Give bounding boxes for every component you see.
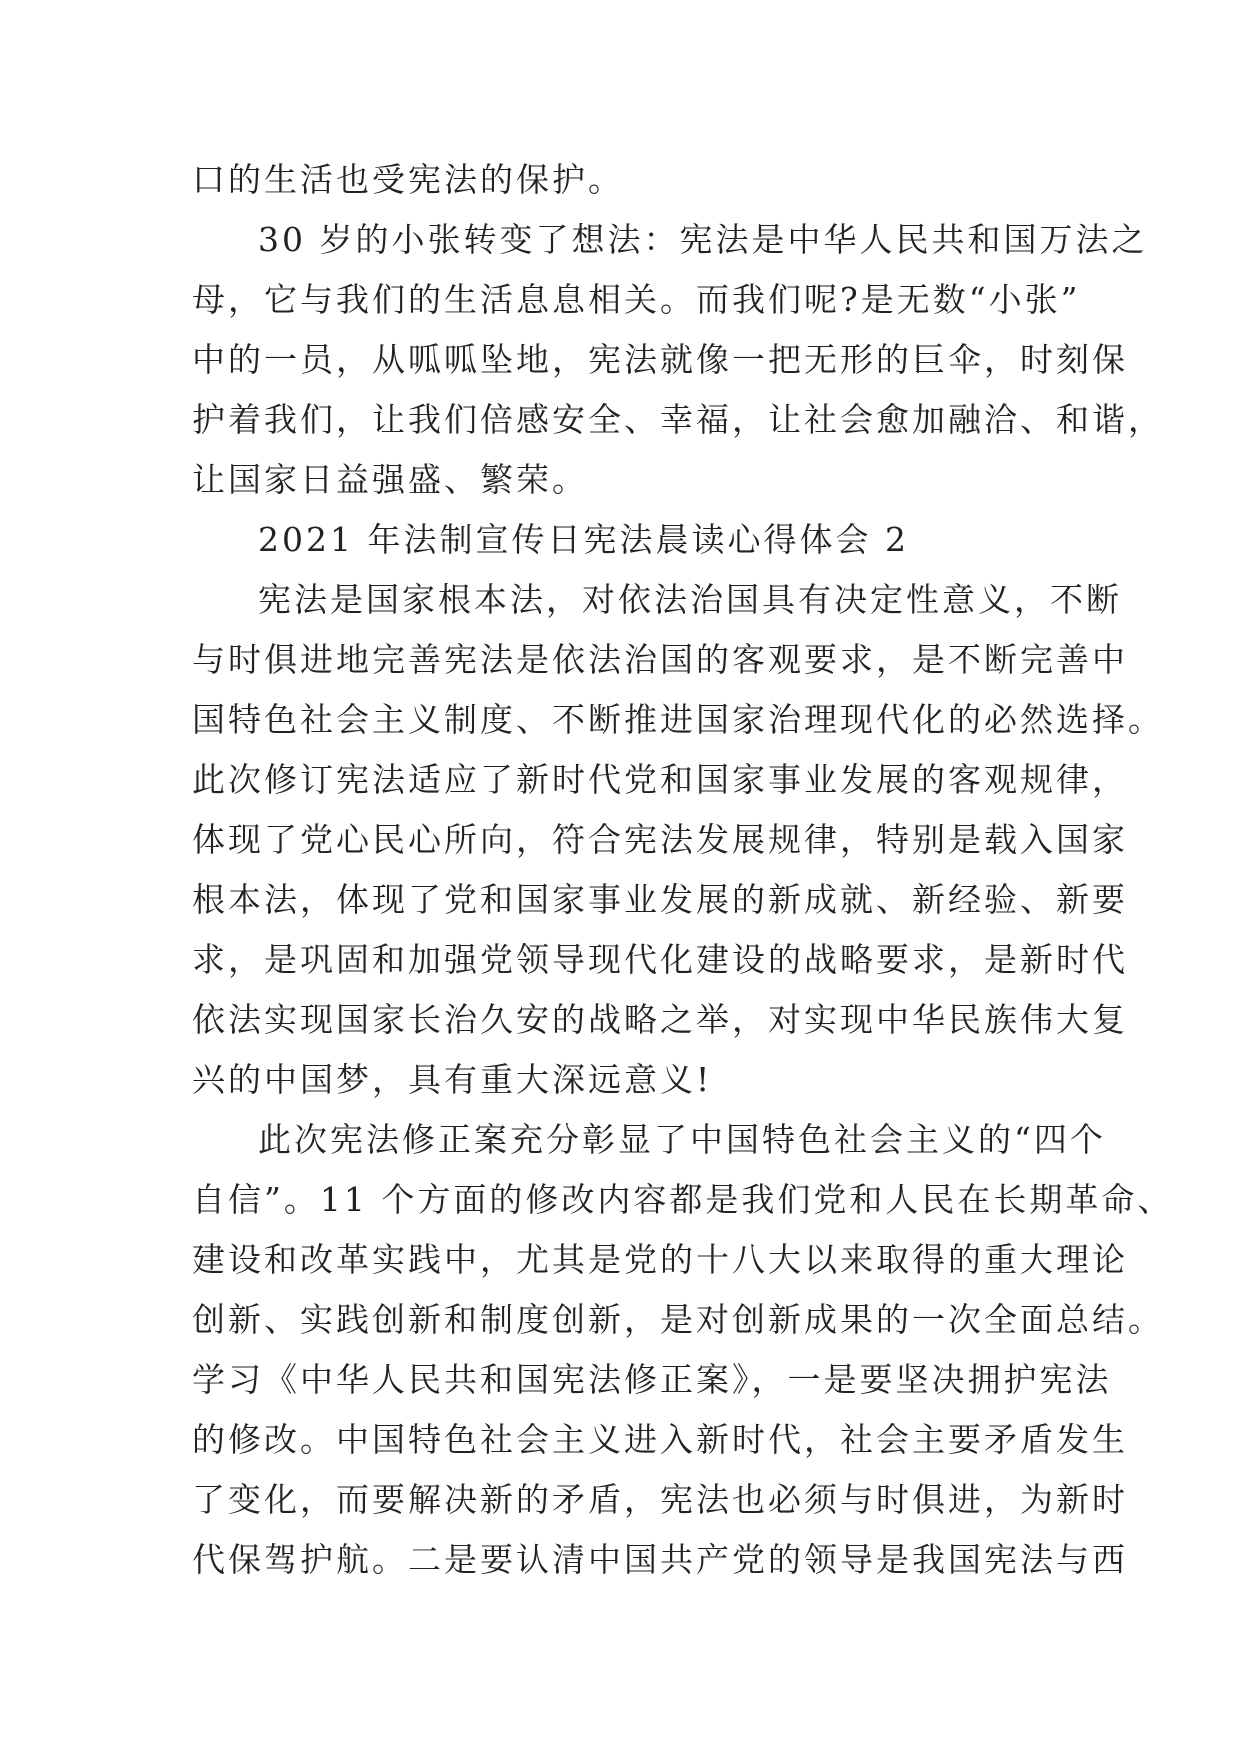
paragraph-first-line: 30 岁的小张转变了想法：宪法是中华人民共和国万法之 xyxy=(258,220,1148,259)
text-line: 体现了党心民心所向，符合宪法发展规律，特别是载入国家 xyxy=(192,820,1128,859)
paragraph-first-line: 此次宪法修正案充分彰显了中国特色社会主义的“四个 xyxy=(258,1120,1106,1159)
text-line: 根本法，体现了党和国家事业发展的新成就、新经验、新要 xyxy=(192,880,1128,919)
section-heading: 2021 年法制宣传日宪法晨读心得体会 2 xyxy=(258,520,909,559)
text-line: 创新、实践创新和制度创新，是对创新成果的一次全面总结。 xyxy=(192,1300,1164,1339)
text-line: 口的生活也受宪法的保护。 xyxy=(192,160,624,199)
text-line: 建设和改革实践中，尤其是党的十八大以来取得的重大理论 xyxy=(192,1240,1128,1279)
text-line: 中的一员，从呱呱坠地，宪法就像一把无形的巨伞，时刻保 xyxy=(192,340,1128,379)
text-line: 母，它与我们的生活息息相关。而我们呢?是无数“小张” xyxy=(192,280,1081,319)
text-line: 代保驾护航。二是要认清中国共产党的领导是我国宪法与西 xyxy=(192,1540,1128,1579)
text-line: 兴的中国梦，具有重大深远意义! xyxy=(192,1060,713,1099)
text-line: 了变化，而要解决新的矛盾，宪法也必须与时俱进，为新时 xyxy=(192,1480,1128,1519)
text-line: 求，是巩固和加强党领导现代化建设的战略要求，是新时代 xyxy=(192,940,1128,979)
text-line: 护着我们，让我们倍感安全、幸福，让社会愈加融洽、和谐， xyxy=(192,400,1164,439)
paragraph-first-line: 宪法是国家根本法，对依法治国具有决定性意义，不断 xyxy=(258,580,1122,619)
document-body xyxy=(192,150,1174,1590)
text-line: 国特色社会主义制度、不断推进国家治理现代化的必然选择。 xyxy=(192,700,1164,739)
text-line: 的修改。中国特色社会主义进入新时代，社会主要矛盾发生 xyxy=(192,1420,1128,1459)
text-line: 此次修订宪法适应了新时代党和国家事业发展的客观规律， xyxy=(192,760,1128,799)
text-line: 自信”。11 个方面的修改内容都是我们党和人民在长期革命、 xyxy=(192,1180,1174,1219)
text-line: 依法实现国家长治久安的战略之举，对实现中华民族伟大复 xyxy=(192,1000,1128,1039)
text-line: 与时俱进地完善宪法是依法治国的客观要求，是不断完善中 xyxy=(192,640,1128,679)
text-line: 让国家日益强盛、繁荣。 xyxy=(192,460,588,499)
text-line: 学习《中华人民共和国宪法修正案》，一是要坚决拥护宪法 xyxy=(192,1360,1112,1399)
